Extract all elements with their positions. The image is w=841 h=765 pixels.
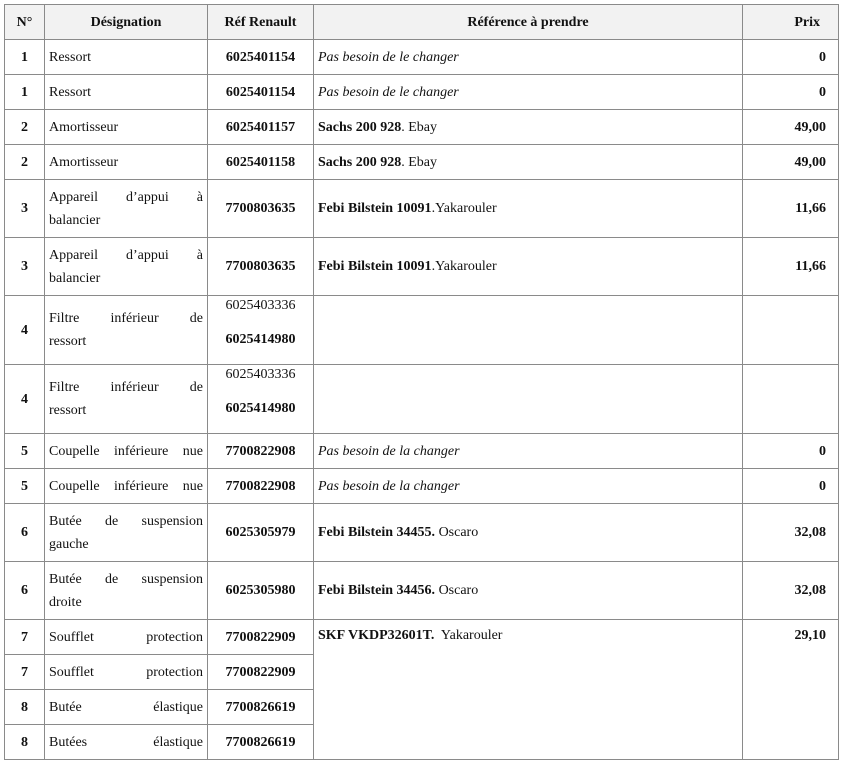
table-row	[5, 296, 839, 365]
row-reference-a-prendre	[314, 469, 743, 504]
row-number: 5	[5, 434, 45, 469]
table-row	[5, 180, 839, 238]
reference-part: .Yakarouler	[431, 201, 497, 216]
header-numero: N°	[5, 5, 45, 40]
table-row	[5, 469, 839, 504]
ref-renault-value: 7700822909	[225, 629, 296, 645]
reference-part: Febi Bilstein 34455.	[318, 525, 436, 540]
row-number: 4	[5, 365, 45, 434]
row-number: 6	[5, 504, 45, 562]
designation-line: Filtre inférieur de	[49, 380, 203, 395]
row-reference-a-prendre	[314, 365, 743, 434]
reference-part: Febi Bilstein 10091	[318, 259, 432, 274]
row-prix: 11,66	[743, 180, 839, 238]
row-reference-a-prendre	[314, 110, 743, 145]
designation-line: Amortisseur	[49, 154, 119, 170]
designation-line: gauche	[49, 536, 89, 552]
designation-line: Soufflet protection	[49, 629, 203, 645]
row-reference-a-prendre	[314, 434, 743, 469]
row-designation	[45, 40, 208, 75]
ref-renault-value: 6025414980	[225, 401, 296, 416]
reference-part: Yakarouler	[434, 628, 503, 643]
row-ref-renault	[208, 434, 314, 469]
designation-line: Coupelle inférieure nue	[49, 443, 203, 459]
table-row	[5, 145, 839, 180]
designation-line: balancier	[49, 212, 101, 228]
row-designation	[45, 75, 208, 110]
header-prix: Prix	[743, 5, 839, 40]
row-ref-renault	[208, 180, 314, 238]
table-row	[5, 504, 839, 562]
row-prix: 49,00	[743, 110, 839, 145]
row-number: 2	[5, 145, 45, 180]
row-number: 5	[5, 469, 45, 504]
row-number: 6	[5, 562, 45, 620]
row-number: 7	[5, 655, 45, 690]
ref-renault-value: 6025403336	[225, 367, 296, 382]
row-designation	[45, 238, 208, 296]
designation-line: Butée de suspension	[49, 571, 203, 587]
row-ref-renault	[208, 238, 314, 296]
designation-line: ressort	[49, 334, 87, 349]
table-row	[5, 40, 839, 75]
designation-line: ressort	[49, 403, 87, 418]
designation-line: Ressort	[49, 84, 91, 100]
row-reference-a-prendre	[314, 620, 743, 760]
ref-renault-value: 7700822908	[225, 478, 296, 494]
row-designation	[45, 725, 208, 760]
row-ref-renault	[208, 110, 314, 145]
row-number: 3	[5, 238, 45, 296]
ref-renault-value: 7700803635	[225, 201, 296, 216]
ref-renault-value: 6025401157	[225, 119, 296, 135]
table-row	[5, 562, 839, 620]
row-number: 7	[5, 620, 45, 655]
row-ref-renault	[208, 469, 314, 504]
row-number: 8	[5, 725, 45, 760]
row-ref-renault	[208, 40, 314, 75]
row-reference-a-prendre	[314, 504, 743, 562]
row-number: 1	[5, 40, 45, 75]
designation-line: Butées élastique	[49, 734, 203, 750]
designation-line: Butée élastique	[49, 699, 203, 715]
row-ref-renault	[208, 655, 314, 690]
ref-renault-value: 6025401154	[225, 49, 296, 65]
row-number: 1	[5, 75, 45, 110]
ref-renault-value: 6025401158	[225, 154, 296, 170]
row-number: 8	[5, 690, 45, 725]
row-designation	[45, 504, 208, 562]
table-header-row	[5, 5, 839, 40]
header-designation: Désignation	[45, 5, 208, 40]
row-prix: 0	[743, 40, 839, 75]
row-prix: 0	[743, 434, 839, 469]
reference-part: Sachs 200 928	[318, 119, 402, 135]
ref-renault-value: 6025305980	[225, 583, 296, 598]
row-prix: 29,10	[743, 620, 839, 760]
ref-renault-value: 7700822908	[225, 443, 296, 459]
parts-table	[4, 4, 839, 760]
row-designation	[45, 469, 208, 504]
ref-renault-value: 7700826619	[225, 734, 296, 750]
row-ref-renault	[208, 75, 314, 110]
designation-line: droite	[49, 594, 82, 610]
reference-part: Pas besoin de la changer	[318, 478, 460, 494]
ref-renault-value: 6025414980	[225, 332, 296, 347]
row-ref-renault	[208, 365, 314, 434]
reference-part: Oscaro	[435, 583, 479, 598]
row-designation	[45, 655, 208, 690]
designation-line: Appareil d’appui à	[49, 247, 203, 263]
ref-renault-value: 7700803635	[225, 259, 296, 274]
row-reference-a-prendre	[314, 238, 743, 296]
row-ref-renault	[208, 562, 314, 620]
row-prix: 0	[743, 469, 839, 504]
reference-part: Oscaro	[435, 525, 479, 540]
row-prix: 11,66	[743, 238, 839, 296]
designation-line: Ressort	[49, 49, 91, 65]
row-prix: 32,08	[743, 504, 839, 562]
ref-renault-value: 6025401154	[225, 84, 296, 100]
row-designation	[45, 434, 208, 469]
reference-part: . Ebay	[401, 119, 437, 135]
header-reference-a-prendre: Référence à prendre	[314, 5, 743, 40]
parts-table-container	[4, 4, 839, 760]
reference-part: Febi Bilstein 34456.	[318, 583, 436, 598]
reference-part: Pas besoin de le changer	[318, 84, 459, 100]
table-row	[5, 365, 839, 434]
table-row	[5, 110, 839, 145]
ref-renault-value: 6025305979	[225, 525, 296, 540]
row-ref-renault	[208, 725, 314, 760]
row-prix	[743, 365, 839, 434]
row-designation	[45, 562, 208, 620]
designation-line: Amortisseur	[49, 119, 119, 135]
row-reference-a-prendre	[314, 145, 743, 180]
ref-renault-value: 7700822909	[225, 664, 296, 680]
reference-part: Sachs 200 928	[318, 154, 402, 170]
row-ref-renault	[208, 296, 314, 365]
designation-line: Soufflet protection	[49, 664, 203, 680]
row-reference-a-prendre	[314, 180, 743, 238]
row-reference-a-prendre	[314, 296, 743, 365]
row-designation	[45, 180, 208, 238]
ref-renault-value: 7700826619	[225, 699, 296, 715]
reference-part: Febi Bilstein 10091	[318, 201, 432, 216]
row-number: 2	[5, 110, 45, 145]
row-number: 3	[5, 180, 45, 238]
reference-part: Pas besoin de le changer	[318, 49, 459, 65]
row-designation	[45, 620, 208, 655]
table-row	[5, 75, 839, 110]
reference-part: .Yakarouler	[431, 259, 497, 274]
row-ref-renault	[208, 620, 314, 655]
ref-renault-value: 6025403336	[225, 298, 296, 313]
reference-part: . Ebay	[401, 154, 437, 170]
row-ref-renault	[208, 145, 314, 180]
row-designation	[45, 690, 208, 725]
row-designation	[45, 110, 208, 145]
row-number: 4	[5, 296, 45, 365]
designation-line: balancier	[49, 270, 101, 286]
row-prix: 49,00	[743, 145, 839, 180]
row-reference-a-prendre	[314, 40, 743, 75]
row-ref-renault	[208, 690, 314, 725]
row-designation	[45, 365, 208, 434]
row-reference-a-prendre	[314, 562, 743, 620]
row-reference-a-prendre	[314, 75, 743, 110]
designation-line: Appareil d’appui à	[49, 189, 203, 205]
row-prix: 32,08	[743, 562, 839, 620]
designation-line: Coupelle inférieure nue	[49, 478, 203, 494]
row-ref-renault	[208, 504, 314, 562]
reference-part: Pas besoin de la changer	[318, 443, 460, 459]
designation-line: Filtre inférieur de	[49, 311, 203, 326]
row-prix	[743, 296, 839, 365]
row-designation	[45, 145, 208, 180]
row-prix: 0	[743, 75, 839, 110]
table-row	[5, 238, 839, 296]
header-ref-renault: Réf Renault	[208, 5, 314, 40]
table-row	[5, 434, 839, 469]
table-row	[5, 620, 839, 655]
reference-part: SKF VKDP32601T.	[318, 628, 435, 643]
row-designation	[45, 296, 208, 365]
designation-line: Butée de suspension	[49, 513, 203, 529]
